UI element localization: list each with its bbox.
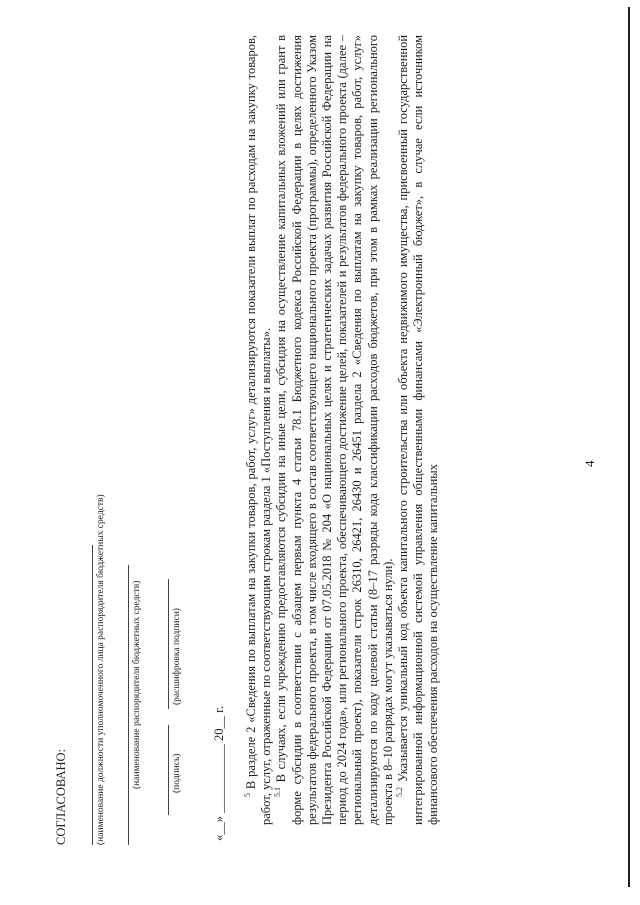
page-number: 4 xyxy=(582,460,597,467)
organization-caption: (наименование распорядителя бюджетных средств) xyxy=(132,580,142,789)
footnote-text: В разделе 2 «Сведения по выплатам на закупки товаров, работ, услуг» детализируются показатели выплат по расходам на закупку товаров, работ, услуг, отраженные по соответствующим строкам раздела 1 «Поступления и выплаты». xyxy=(244,34,274,825)
approval-header: СОГЛАСОВАНО: xyxy=(54,748,68,845)
footnote-5-1 xyxy=(274,35,396,825)
footnote-mark: 5.1 xyxy=(273,787,283,797)
footnotes-block xyxy=(244,35,442,825)
footnote-5-2 xyxy=(396,35,442,825)
footnote-5 xyxy=(244,35,274,825)
footnote-text: Указывается уникальный код объекта капитального строительства или объекта недвижимого имущества, присвоенный государственной интегрированной информационной системой управления общественными финансами «Электронный бюджет», в случае если источником финансового обеспечения расходов на осуществление капитальных xyxy=(396,34,441,825)
footnote-mark: 5 xyxy=(242,793,252,797)
organization-line xyxy=(128,565,129,845)
signature-line xyxy=(168,725,169,815)
position-line xyxy=(92,545,93,845)
decode-caption: (расшифровка подписи) xyxy=(172,608,182,705)
decode-line xyxy=(168,579,169,709)
date-line: «__» ___________ 20__ г. xyxy=(212,706,226,841)
scan-edge-line xyxy=(628,7,630,887)
footnote-mark: 5.2 xyxy=(394,787,404,797)
position-caption: (наименование должности уполномоченного лица распорядителя бюджетных средств) xyxy=(96,494,106,845)
footnote-text: В случаях, если учреждению предоставляются субсидии на иные цели, субсидия на осуществление капитальных вложений или грант в форме субсидии в соответствии с абзацем первым пункта 4 статьи 78.1 Бюджетного кодекса Российской Федерации в целях достижения результатов федерального проекта, в том числе входящего в состав соответствующего национального проекта (программы), определенного Указом Президента Российской Федерации от 07.05.2018 № 204 «О национальных целях и стратегических задачах развития Российской Федерации на период до 2024 года», или регионального проекта, обеспечивающего достижение целей, показателей и результатов федерального проекта (далее – региональный проект), показатели строк 26310, 26421, 26430 и 26451 раздела 2 «Сведения по выплатам на закупку товаров, работ, услуг» детализируются по коду целевой статьи (8–17 разряды кода классификации расходов бюджетов, при этом в рамках реализации регионального проекта в 8–10 разрядах могут указываться нули). xyxy=(274,35,395,825)
signature-caption: (подпись) xyxy=(172,753,182,793)
